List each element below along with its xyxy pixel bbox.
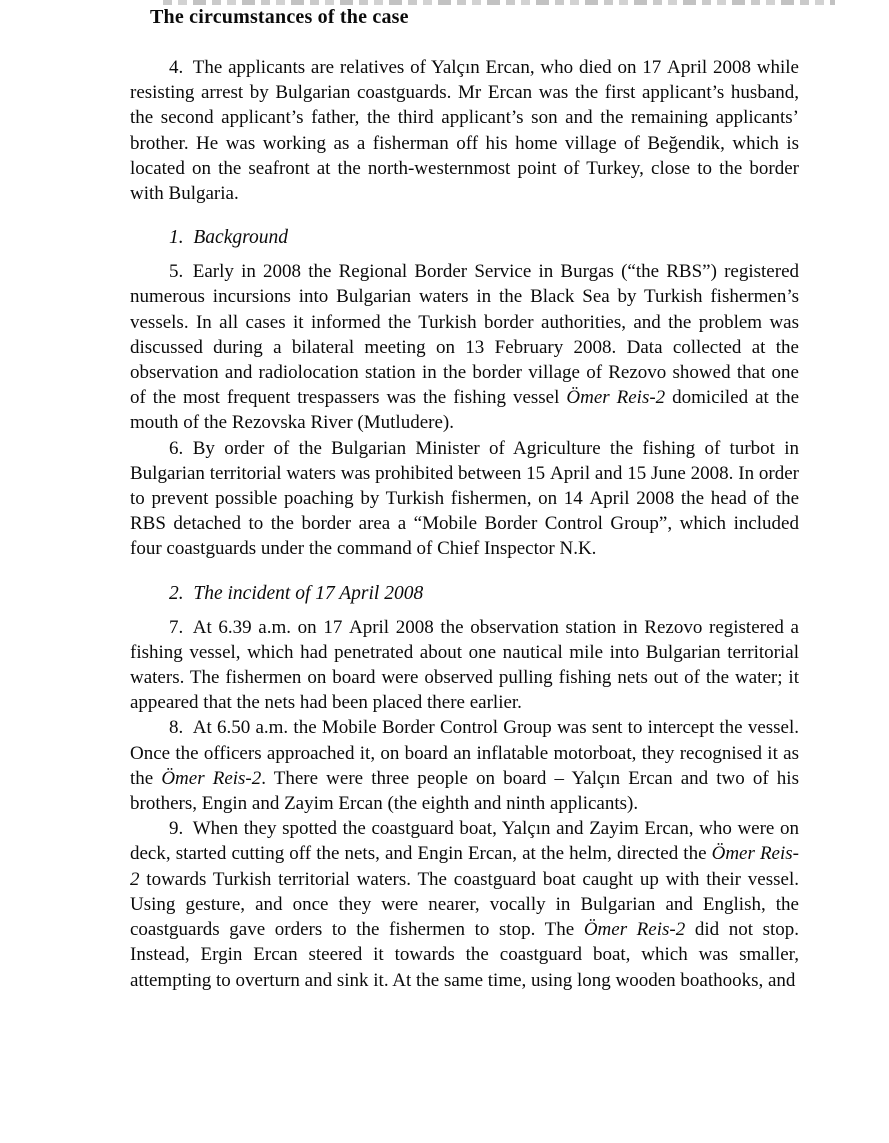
vessel-name-italic: Ömer Reis-2 bbox=[161, 767, 262, 789]
vessel-name-italic: Ömer Reis-2 bbox=[130, 843, 799, 890]
paragraph-6: 6. By order of the Bulgarian Minister of Agriculture the fishing of turbot in Bulgarian territorial waters was prohibited between 15 April and 15 June 2008. In order to prevent possible poaching by Turkish fishermen, on 14 April 2008 the head of the RBS detached to the border area a “Mobile Border Control Group”, which included four coastguards under the command of Chief Inspector N.K. bbox=[130, 437, 799, 560]
paragraph-9: 9. When they spotted the coastguard boat, Yalçın and Zayim Ercan, who were on deck, started cutting off the nets, and Engin Ercan, at the helm, directed the Ömer Reis-2 towards Turkish territorial waters. The coastguard boat caught up with their vessel. Using gesture, and once they were nearer, vocally in Bulgarian and English, the coastguards gave orders to the fishermen to stop. The Ömer Reis-2 did not stop. Instead, Ergin Ercan steered it towards the coastguard boat, which was smaller, attempting to overturn and sink it. At the same time, using long wooden boathooks, and bbox=[130, 818, 800, 991]
vessel-name-italic: Ömer Reis-2 bbox=[566, 387, 666, 409]
paragraph-4: 4. The applicants are relatives of Yalçın Ercan, who died on 17 April 2008 while resisting arrest by Bulgarian coastguards. Mr Ercan was the first applicant’s husband, the second applicant’s father, the third applicant’s son and the remaining applicants’ brother. He was working as a fisherman off his home village of Beğendik, which is located on the seafront at the north-westernmost point of Turkey, close to the border with Bulgaria. bbox=[130, 57, 799, 205]
paragraph-5: 5. Early in 2008 the Regional Border Service in Burgas (“the RBS”) registered numerous incursions into Bulgarian waters in the Black Sea by Turkish fishermen’s vessels. In all cases it informed the Turkish border authorities, and the problem was discussed during a bilateral meeting on 13 February 2008. Data collected at the observation and radiolocation station in the border village of Rezovo showed that one of the most frequent trespassers was the fishing vessel Ömer Reis-2 domiciled at the mouth of the Rezovska River (Mutludere). bbox=[130, 261, 800, 434]
document-content bbox=[130, 6, 799, 993]
subheading-1-background: 1. Background bbox=[169, 227, 288, 249]
vessel-name-italic: Ömer Reis-2 bbox=[583, 919, 686, 941]
document-blocks bbox=[130, 55, 799, 993]
paragraph-8: 8. At 6.50 a.m. the Mobile Border Control Group was sent to intercept the vessel. Once the officers approached it, on board an inflatable motorboat, they recognised it as the Ömer Reis-2. There were three people on board – Yalçın Ercan and two of his brothers, Engin and Zayim Ercan (the eighth and ninth applicants). bbox=[130, 717, 799, 815]
paragraph-7: 7. At 6.39 a.m. on 17 April 2008 the observation station in Rezovo registered a fishing vessel, which had penetrated about one nautical mile into Bulgarian territorial waters. The fishermen on board were observed pulling fishing nets out of the water; it appeared that the nets had been placed there earlier. bbox=[130, 616, 799, 714]
cropped-previous-line-fragment bbox=[163, 0, 835, 5]
section-heading: The circumstances of the case bbox=[150, 6, 409, 28]
subheading-2-incident: 2. The incident of 17 April 2008 bbox=[169, 582, 424, 604]
